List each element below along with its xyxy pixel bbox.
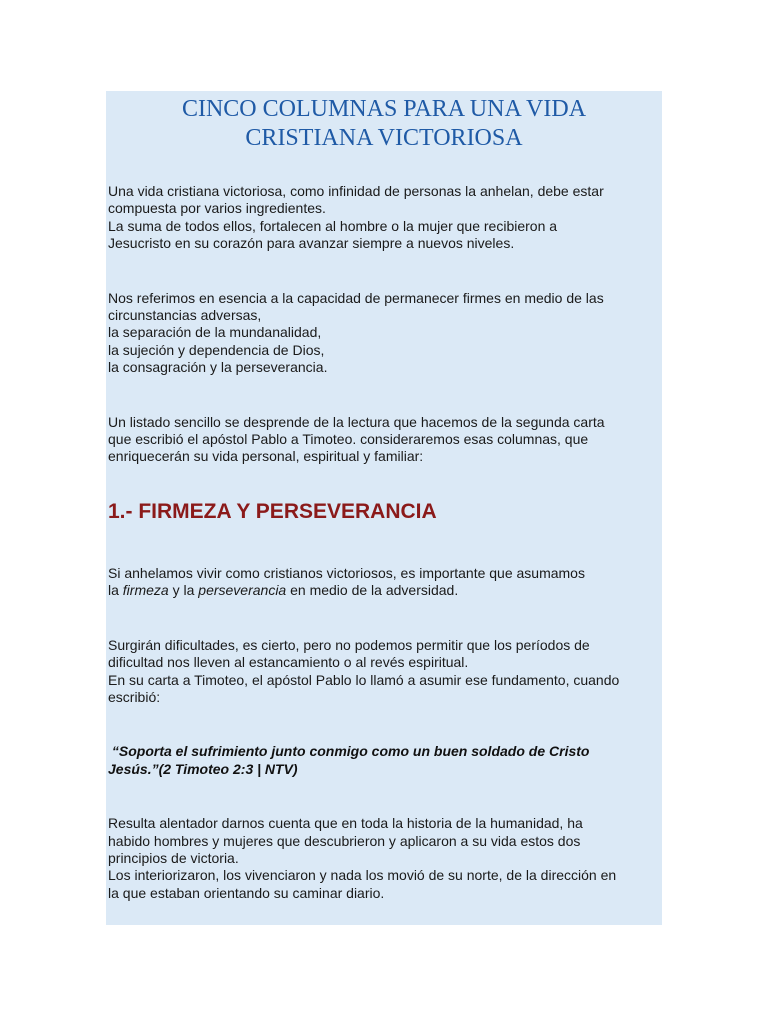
section-p3-line-2: habido hombres y mujeres que descubrieron y aplicaron a su vida estos dos <box>108 832 581 849</box>
essence-line-1: Nos referimos en esencia a la capacidad de permanecer firmes en medio de las <box>108 289 604 306</box>
section-p2-line-4: escribió: <box>108 688 161 705</box>
listing-line-3: enriquecerán su vida personal, espiritual y familiar: <box>108 448 424 465</box>
section-p2-line-3: En su carta a Timoteo, el apóstol Pablo lo llamó a asumir ese fundamento, cuando <box>108 671 620 688</box>
section-heading: 1.- FIRMEZA Y PERSEVERANCIA <box>108 499 437 523</box>
firmeza-emphasis: firmeza <box>122 582 169 599</box>
section-p3-line-5: la que estaban orientando su caminar diario. <box>108 884 385 901</box>
listing-line-2: que escribió el apóstol Pablo a Timoteo. consideraremos esas columnas, que <box>108 431 589 448</box>
quote-line-1: “Soporta el sufrimiento junto conmigo como un buen soldado de Cristo <box>108 743 590 760</box>
section-paragraph-1 <box>108 565 660 600</box>
essence-line-4: la sujeción y dependencia de Dios, <box>108 341 325 358</box>
text-fragment: en medio de la adversidad. <box>286 582 459 599</box>
essence-line-2: circunstancias adversas, <box>108 307 262 324</box>
section-p2-line-1: Surgirán dificultades, es cierto, pero no podemos permitir que los períodos de <box>108 636 590 653</box>
title-line-2: CRISTIANA VICTORIOSA <box>245 125 523 151</box>
section-paragraph-3 <box>108 815 660 902</box>
intro-line-1: Una vida cristiana victoriosa, como infinidad de personas la anhelan, debe estar <box>108 183 604 199</box>
intro-line-3: La suma de todos ellos, fortalecen al hombre o la mujer que recibieron a <box>108 217 558 234</box>
document-content <box>108 91 660 902</box>
title-line-1: CINCO COLUMNAS PARA UNA VIDA <box>181 96 587 122</box>
document-title <box>108 95 660 153</box>
perseverancia-emphasis: perseverancia <box>198 582 287 599</box>
text-fragment: la <box>108 582 123 599</box>
quote-line-2: Jesús.”(2 Timoteo 2:3 | NTV) <box>108 760 298 777</box>
intro-line-4: Jesucristo en su corazón para avanzar siempre a nuevos niveles. <box>108 235 515 252</box>
bible-quote <box>108 743 660 778</box>
section-paragraph-2 <box>108 637 660 707</box>
listing-line-1: Un listado sencillo se desprende de la lectura que hacemos de la segunda carta <box>108 413 605 430</box>
section-p3-line-1: Resulta alentador darnos cuenta que en toda la historia de la humanidad, ha <box>108 815 583 832</box>
essence-line-3: la separación de la mundanalidad, <box>108 324 322 341</box>
section-p3-line-4: Los interiorizaron, los vivenciaron y nada los movió de su norte, de la dirección en <box>108 867 617 884</box>
section-p1-line-1: Si anhelamos vivir como cristianos victoriosos, es importante que asumamos <box>108 564 585 581</box>
intro-paragraph <box>108 183 660 253</box>
essence-paragraph <box>108 290 660 377</box>
section-p1-line-2 <box>108 582 660 599</box>
section-p3-line-3: principios de victoria. <box>108 849 239 866</box>
essence-line-5: la consagración y la perseverancia. <box>108 359 328 376</box>
text-fragment: y la <box>168 582 199 599</box>
listing-paragraph <box>108 414 660 466</box>
intro-line-2: compuesta por varios ingredientes. <box>108 200 326 217</box>
section-p2-line-2: dificultad nos lleven al estancamiento o al revés espiritual. <box>108 654 469 671</box>
